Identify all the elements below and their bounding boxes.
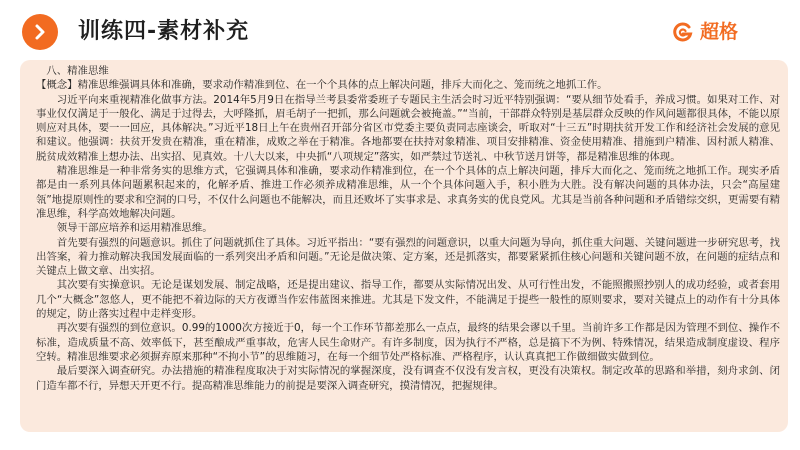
g-logo-icon bbox=[672, 21, 694, 43]
brand-logo-text: 超格 bbox=[699, 21, 738, 43]
document-body bbox=[36, 64, 780, 393]
concept-tag: 【概念】 bbox=[36, 79, 78, 92]
body-paragraph-3: 领导干部应培养和运用精准思维。 bbox=[56, 222, 213, 235]
header-bar bbox=[0, 0, 800, 62]
body-paragraph-6: 再次要有强烈的到位意识。0.99的1000次方接近于0，每一个工作环节都差那么一点点，最终的结果会谬以千里。当前许多工作都是因为管理不到位、操作不标准，造成质量不高、效率低下，甚至酿成严重事故，危害人民生命财产。有许多制度，因为执行不严格，总是搞下不为例、特殊情况，结果造成制度虚设、程序空转。精准思维要求必须摒弃原来那种“不拘小节”的思维随习，在每一个细节处严格标准、严格程序，认认真真把工作做细做实做到位。 bbox=[36, 322, 780, 363]
body-paragraph-5: 其次要有实操意识。无论是谋划发展、制定战略，还是提出建议、指导工作，都要从实际情况出发、从可行性出发，不能照搬照抄别人的成功经验，或者套用几个“大概念”忽悠人，更不能把不着边际的天方夜谭当作宏伟蓝图来推进。尤其是下发文件，不能满足于提些一般性的原则要求，要对关键点上的动作有十分具体的规定，防止落实过程中走样变形。 bbox=[36, 279, 780, 321]
concept-paragraph bbox=[36, 78, 780, 92]
chevron-right-icon bbox=[22, 14, 58, 50]
body-paragraph-4: 首先要有强烈的问题意识。抓住了问题就抓住了具体。习近平指出：“要有强烈的问题意识，以重大问题为导向，抓住重大问题、关键问题进一步研究思考，找出答案，着力推动解决我国发展面临的一系列突出矛盾和问题。”无论是做决策、定方案，还是抓落实，都要紧紧抓住核心问题和关键问题不放，在问题的症结点和关键点上做文章、出实招。 bbox=[36, 236, 780, 278]
body-paragraph-1: 习近平向来重视精准化做事方法。2014年5月9日在指导兰考县委常委班子专题民主生活会时习近平特别强调：“要从细节处看手，养成习惯。如果对工作、对事业仅仅满足于一般化、满足于过得去，大呼隆抓，眉毛胡子一把抓，那么问题就会被掩盖。”“当前，干部群众特别是基层群众反映的作风问题都很具体，不能以原则应对具体，要一一回应，具体解决。”习近平18日上午在贵州召开部分省区市党委主要负责同志座谈会，听取对“十三五”时期扶贫开发工作和经济社会发展的意见和建议。他强调：扶贫开发贵在精准，重在精准，成败之举在于精准。各地都要在扶持对象精准、项目安排精准、资金使用精准、措施到户精准、因村派人精准、脱贫成效精准上想办法、出实招、见真效。十八大以来，中央抓“八项规定”落实，如严禁过节送礼、中秋节送月饼等，都是精准思维的体现。 bbox=[36, 93, 780, 163]
page-title: 训练四-素材补充 bbox=[78, 19, 250, 44]
body-paragraph-2: 精准思维是一种非常务实的思维方式，它强调具体和准确，要求动作精准到位，在一个个具体的点上解决问题，排斥大而化之、笼而统之地抓工作。现实矛盾都是由一系列具体问题累积起来的，化解矛盾、推进工作必须养成精准思维，从一个个具体问题入手，积小胜为大胜。没有解决问题的具体办法，只会“高屋建瓴”地提原则性的要求和空洞的口号，不仅什么问题也不能解决，而且还败坏了实事求是、求真务实的优良党风。尤其是当前各种问题和矛盾错综交织，更需要有精准思维，科学高效地解决问题。 bbox=[36, 165, 780, 220]
brand-logo bbox=[672, 19, 738, 45]
body-paragraph-7: 最后要深入调查研究。办法措施的精准程度取决于对实际情况的掌握深度，没有调查不仅没有发言权，更没有决策权。制定改革的思路和举措，刻舟求剑、闭门造车都不行，异想天开更不行。提高精准思维能力的前提是要深入调查研究，摸清情况，把握规律。 bbox=[36, 365, 780, 392]
section-heading: 八、精准思维 bbox=[46, 65, 109, 77]
concept-text: 精准思维强调具体和准确，要求动作精准到位、在一个个具体的点上解决问题，排斥大而化之、笼而统之地抓工作。 bbox=[77, 79, 608, 92]
